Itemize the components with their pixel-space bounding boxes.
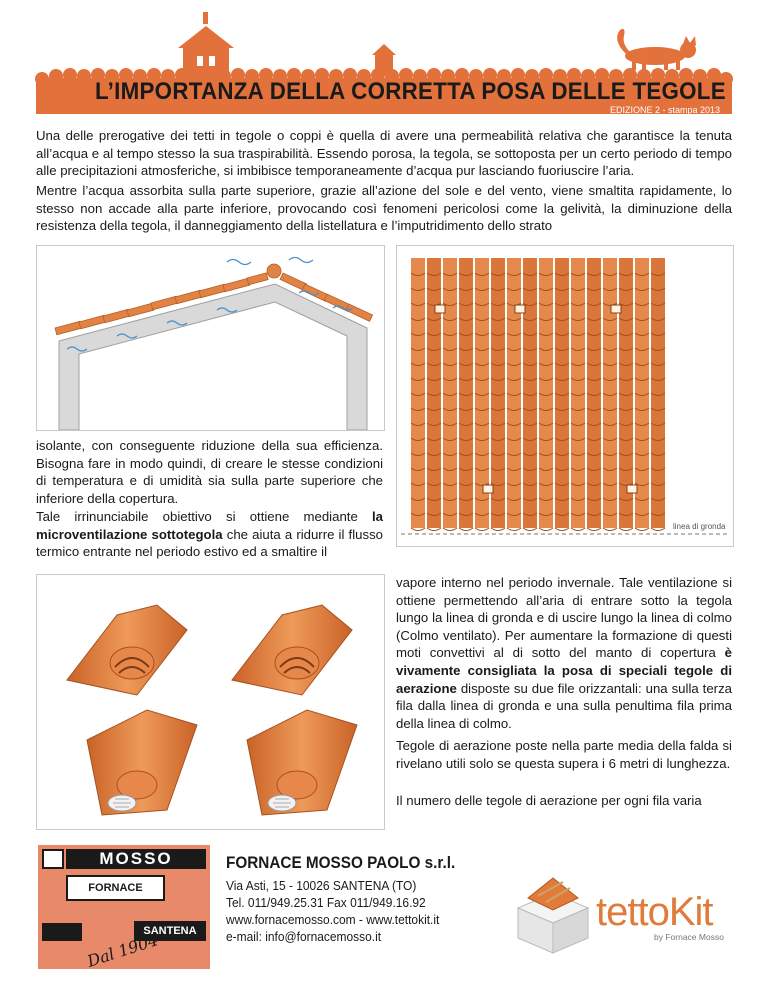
tile-edge [619, 528, 633, 531]
tile-column [555, 258, 569, 528]
company-name: FORNACE MOSSO PAOLO s.r.l. [226, 853, 456, 872]
tile-edge [539, 528, 553, 531]
p5-text-start: vapore interno nel periodo invernale. Tale ventilazione si ottiene permettendo all’aria di entrare sotto la tegola lungo la linea di gronda e di uscire lungo la linea di colmo (Colmo ventilato). Per aumentare la formazione di questi moti convettivi al di sotto del manto di copertura [396, 575, 732, 661]
gutter-line-label: linea di gronda [673, 522, 726, 531]
tile-edge [603, 528, 617, 531]
tower-icon [178, 12, 234, 78]
tile-column [523, 258, 537, 528]
tile-edge [507, 528, 521, 531]
aeration-vent-icon [611, 305, 621, 313]
aeration-vent-icon [515, 305, 525, 313]
p5-text-end: disposte su due file orizzantali: una sulla terza fila dalla linea di gronda e una sulla penultima fila prima della linea di colmo. [396, 680, 732, 731]
logo-block [42, 923, 62, 941]
aeration-tiles-drawing [37, 575, 384, 829]
tile-column [427, 258, 441, 528]
roof-section-figure [36, 245, 385, 431]
tile-column [603, 258, 617, 528]
roof-section-drawing [37, 246, 384, 430]
p5-text-bold: è vivamente consigliata la posa di speciali tegole di aerazione [396, 645, 732, 696]
tile-column [411, 258, 425, 528]
paragraph-4 [36, 508, 383, 561]
company-phone: Tel. 011/949.25.31 Fax 011/949.16.92 [226, 895, 426, 910]
tile-edge [635, 528, 649, 531]
logo-fornace: FORNACE [66, 875, 165, 901]
tile-edge [491, 528, 505, 531]
aeration-tile-1 [67, 605, 187, 695]
tile-column [571, 258, 585, 528]
logo-block [42, 849, 64, 869]
tile-edge [411, 528, 425, 531]
tile-edge [587, 528, 601, 531]
tile-edge [555, 528, 569, 531]
intro-paragraph: Una delle prerogative dei tetti in tegole o coppi è quella di avere una permeabilità relativa che garantisce la tenuta all’acqua e al tempo stesso la sua traspirabilità. Essendo porosa, la tegola, se sottoposta per un certo periodo di tempo alle precipitazioni atmosferiche, si imbibisce temporaneamente d’acqua pur lasciando fuoriuscire l’aria. [36, 128, 732, 179]
logo-mosso: MOSSO [99, 849, 173, 868]
aeration-tile-4 [247, 710, 357, 815]
aeration-vent-icon [483, 485, 493, 493]
tile-edge [459, 528, 473, 531]
tile-edge [475, 528, 489, 531]
paragraph-2: Mentre l’acqua assorbita sulla parte superiore, grazie all’azione del sole e del vento, viene smaltita rapidamente, lo stesso non accade alla parte inferiore, provocando così fenomeni pericolosi come la gelività, la diminuzione della resistenza della tegola, il danneggiamento della listellatura e l’imputridimento dello strato [36, 183, 732, 234]
aeration-tile-2 [232, 605, 352, 695]
tettokit-subtitle: by Fornace Mosso [654, 932, 724, 942]
p4-text-start: Tale irrinunciabile obiettivo si ottiene mediante [36, 509, 372, 524]
company-email[interactable]: e-mail: info@fornacemosso.it [226, 929, 382, 944]
aeration-tiles-figure [36, 574, 385, 830]
tile-column [443, 258, 457, 528]
paragraph-5 [396, 574, 732, 732]
logo-santena: SANTENA [134, 921, 206, 941]
aeration-vent-icon [627, 485, 637, 493]
logo-script: Dal 1904 [84, 930, 161, 971]
tile-edge [651, 528, 665, 531]
logo-block [62, 923, 82, 941]
company-address: Via Asti, 15 - 10026 SANTENA (TO) [226, 878, 417, 893]
tile-column [539, 258, 553, 528]
paragraph-3: isolante, con conseguente riduzione della sua efficienza. Bisogna fare in modo quindi, di creare le stesse condizioni di temperatura e di umidità sia sulla parte superiore che inferiore della copertura. [36, 438, 383, 506]
tile-column [587, 258, 601, 528]
page-title: L’IMPORTANZA DELLA CORRETTA POSA DELLE TEGOLE [95, 78, 726, 105]
tile-edge [571, 528, 585, 531]
fornace-mosso-logo [38, 845, 210, 969]
tile-column [507, 258, 521, 528]
p4-text-bold: la microventilazione sottotegola [36, 509, 383, 542]
tile-column [651, 258, 665, 528]
roof-tiles-drawing [397, 246, 733, 546]
tettokit-logo-text: tettoKit [596, 890, 713, 934]
p4-text-end: che aiuta a ridurre il flusso termico entrante nel periodo estivo ed a smaltire il [36, 526, 383, 560]
roof-tiles-figure [396, 245, 734, 547]
tile-column [459, 258, 473, 528]
tettokit-box-icon [508, 868, 594, 954]
edition-label: EDIZIONE 2 - stampa 2013 [609, 105, 720, 115]
aeration-vent-icon [435, 305, 445, 313]
paragraph-7: Il numero delle tegole di aerazione per ogni fila varia [396, 793, 702, 808]
aeration-tile-3 [87, 710, 197, 815]
company-web[interactable]: www.fornacemosso.com - www.tettokit.it [226, 912, 440, 927]
tile-edge [523, 528, 537, 531]
cat-icon [617, 29, 696, 70]
paragraph-6: Tegole di aerazione poste nella parte media della falda si rivelano utili solo se questa supera i 6 metri di lunghezza. [396, 738, 732, 771]
logo-bar [66, 849, 206, 869]
tile-edge [443, 528, 457, 531]
tile-edge [427, 528, 441, 531]
